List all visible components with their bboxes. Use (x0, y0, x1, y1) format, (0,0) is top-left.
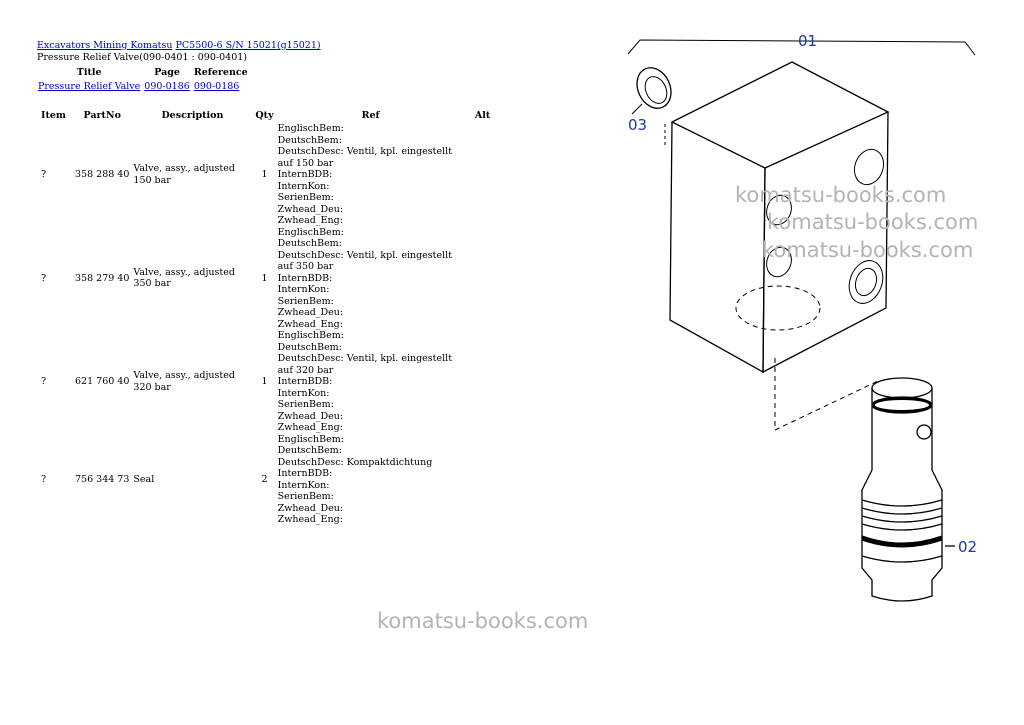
parts-table (37, 109, 500, 526)
ref-line: EnglischBem: (277, 330, 344, 341)
ref-line: Zwhead_Deu: (277, 410, 344, 422)
row-alt (466, 330, 500, 434)
col-ref: Ref (361, 110, 380, 122)
ref-line: SerienBem: (277, 399, 334, 410)
page-title: Pressure Relief Valve(090-0401 : 090-0401) (37, 52, 247, 63)
ref-line: InternBDB: (277, 468, 333, 479)
ref-line: Zwhead_Eng: (277, 514, 343, 525)
ref-line: DeutschBem: (277, 445, 342, 456)
breadcrumb-link-model[interactable]: PC5500-6 S/N 15021(g15021) (175, 40, 321, 51)
ref-line: InternKon: (277, 284, 330, 295)
callout-03-label: 03 (628, 116, 648, 134)
ref-line: SerienBem: (277, 192, 334, 203)
ref-line: DeutschDesc: Ventil, kpl. eingestellt auf 350 bar (277, 249, 453, 272)
table-row (37, 123, 500, 227)
ref-line: InternKon: (277, 387, 330, 399)
row-partno: 621 760 40 (75, 376, 130, 387)
row-item: ? (41, 169, 47, 180)
ref-line: Zwhead_Eng: (277, 422, 343, 433)
row-item: ? (41, 272, 47, 284)
row-alt (466, 123, 500, 227)
watermark: komatsu-books.com (735, 183, 947, 207)
col-item: Item (41, 110, 66, 122)
ref-line: SerienBem: (277, 491, 334, 502)
row-qty: 1 (261, 169, 268, 180)
ref-title-link[interactable]: Pressure Relief Valve (38, 80, 141, 92)
table-row (37, 434, 500, 526)
breadcrumb-link-category[interactable]: Excavators Mining Komatsu (37, 40, 173, 51)
ref-header-page: Page (154, 67, 180, 78)
ref-line: Zwhead_Eng: (277, 215, 343, 226)
row-qty: 1 (261, 272, 268, 284)
row-description: Valve, assy., adjusted 150 bar (133, 163, 235, 186)
row-ref (276, 123, 466, 227)
col-qty: Qty (255, 110, 274, 122)
row-alt (466, 434, 500, 526)
ref-line: Zwhead_Deu: (277, 203, 344, 215)
watermark: komatsu-books.com (762, 238, 974, 262)
ref-line: EnglischBem: (277, 433, 344, 445)
parts-header-row (37, 109, 500, 123)
table-row (37, 227, 500, 331)
ref-line: DeutschBem: (277, 134, 342, 146)
col-alt: Alt (474, 110, 491, 122)
ref-line: InternKon: (277, 180, 330, 192)
watermark: komatsu-books.com (377, 609, 589, 633)
seal-ring (628, 62, 677, 134)
relief-valve-cartridge (862, 378, 977, 601)
row-description: Valve, assy., adjusted 320 bar (133, 370, 235, 393)
ref-line: DeutschBem: (277, 341, 342, 353)
ref-line: DeutschDesc: Ventil, kpl. eingestellt auf 150 bar (277, 146, 453, 169)
ref-reference-link[interactable]: 090-0186 (193, 80, 240, 92)
row-qty: 1 (261, 376, 268, 387)
ref-page-link[interactable]: 090-0186 (144, 80, 190, 92)
row-ref (276, 227, 466, 331)
callout-01-bracket (628, 32, 975, 55)
ref-line: SerienBem: (277, 295, 334, 307)
row-ref (276, 330, 466, 434)
callout-01-label: 01 (798, 32, 818, 50)
watermark: komatsu-books.com (767, 210, 979, 234)
ref-line: Zwhead_Deu: (277, 307, 344, 318)
table-row (37, 330, 500, 434)
row-alt (466, 227, 500, 331)
breadcrumb (37, 40, 321, 52)
row-partno: 358 279 40 (75, 272, 130, 284)
row-item: ? (41, 376, 47, 387)
ref-line: EnglischBem: (277, 123, 344, 134)
assembly-guide-line (775, 358, 880, 430)
ref-line: EnglischBem: (277, 226, 344, 238)
ref-line: DeutschBem: (277, 238, 342, 249)
ref-header-reference: Reference (193, 67, 248, 78)
exploded-parts-diagram (600, 30, 1000, 620)
row-ref (276, 434, 466, 526)
ref-line: InternBDB: (277, 376, 333, 387)
ref-line: InternKon: (277, 479, 330, 491)
ref-header-title: Title (76, 67, 102, 78)
row-qty: 2 (261, 473, 268, 485)
ref-line: DeutschDesc: Kompaktdichtung (277, 456, 433, 468)
ref-line: InternBDB: (277, 272, 333, 284)
ref-line: Zwhead_Eng: (277, 318, 343, 330)
callout-02-label: 02 (958, 538, 978, 556)
col-partno: PartNo (83, 110, 121, 122)
ref-line: Zwhead_Deu: (277, 502, 344, 514)
col-description: Description (161, 110, 224, 122)
row-description: Seal (133, 473, 155, 485)
row-partno: 358 288 40 (75, 169, 130, 180)
row-description: Valve, assy., adjusted 350 bar (133, 266, 235, 290)
ref-line: InternBDB: (277, 169, 333, 180)
row-partno: 756 344 73 (75, 473, 130, 485)
ref-line: DeutschDesc: Ventil, kpl. eingestellt auf 320 bar (277, 353, 453, 376)
reference-table (36, 66, 250, 93)
row-item: ? (41, 473, 47, 485)
